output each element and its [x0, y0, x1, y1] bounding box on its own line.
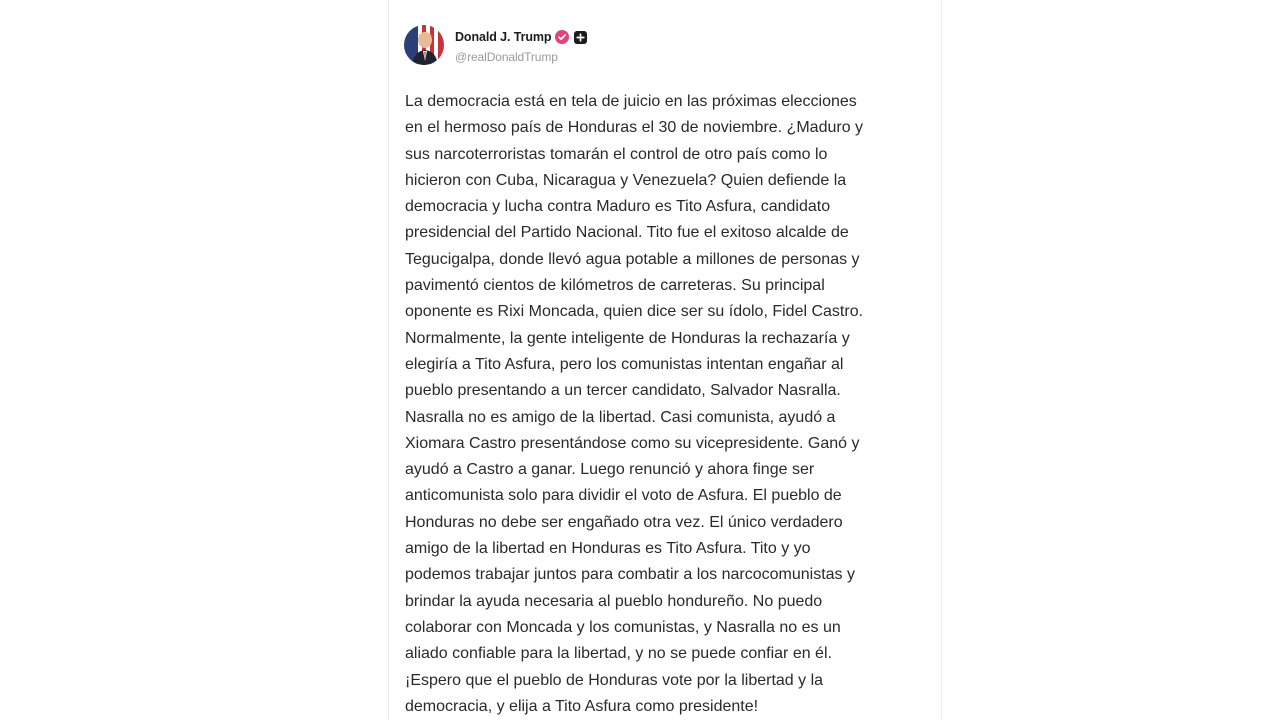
post-text-line: pavimentó cientos de kilómetros de carreteras. Su principal	[405, 277, 825, 295]
post-text-line: ¡Espero que el pueblo de Honduras vote por la libertad y la	[405, 671, 824, 689]
avatar[interactable]	[404, 25, 444, 65]
post-text-line: presidencial del Partido Nacional. Tito fue el exitoso alcalde de	[405, 224, 849, 242]
post-text-line: elegiría a Tito Asfura, pero los comunistas intentan engañar al	[405, 355, 844, 373]
post-text-line: hicieron con Cuba, Nicaragua y Venezuela? Quien defiende la	[405, 171, 847, 189]
post-text-line: Honduras no debe ser engañado otra vez. El único verdadero	[405, 513, 843, 531]
post-text-line: democracia y lucha contra Maduro es Tito Asfura, candidato	[405, 198, 831, 216]
author-info	[455, 25, 587, 64]
post-text-line: pueblo presentando a un tercer candidato, Salvador Nasralla.	[405, 382, 841, 400]
name-row	[455, 29, 587, 45]
display-name[interactable]: Donald J. Trump	[455, 30, 552, 44]
post-header	[404, 25, 587, 67]
post-text-line: brindar la ayuda necesaria al pueblo hondureño. No puedo	[405, 592, 823, 610]
post-text-line: anticomunista solo para dividir el voto de Asfura. El pueblo de	[405, 487, 842, 505]
post-text-line: Tegucigalpa, donde llevó agua potable a millones de personas y	[405, 250, 860, 268]
post-text-line: podemos trabajar juntos para combatir a los narcocomunistas y	[405, 566, 855, 584]
post-text-line: Xiomara Castro presentándose como su vicepresidente. Ganó y	[405, 434, 860, 452]
post-text-line: Normalmente, la gente inteligente de Honduras la rechazaría y	[405, 329, 850, 347]
post-text-line: oponente es Rixi Moncada, quien dice ser su ídolo, Fidel Castro.	[405, 303, 864, 321]
post-text-line: ayudó a Castro a ganar. Luego renunció y ahora finge ser	[405, 461, 815, 479]
post-body	[405, 89, 927, 720]
post-text-line: colaborar con Moncada y los comunistas, y Nasralla no es un	[405, 618, 841, 636]
post-text-line: Nasralla no es amigo de la libertad. Casi comunista, ayudó a	[405, 408, 836, 426]
post-text-line: aliado confiable para la libertad, y no se puede confiar en él.	[405, 645, 832, 663]
post-text-line: democracia, y elija a Tito Asfura como presidente!	[405, 697, 759, 715]
post-text-line: en el hermoso país de Honduras el 30 de noviembre. ¿Maduro y	[405, 119, 864, 137]
post-text-line: sus narcoterroristas tomarán el control de otro país como lo	[405, 145, 828, 163]
post-text-line: La democracia está en tela de juicio en las próximas elecciones	[405, 93, 857, 110]
post-card	[388, 0, 942, 720]
plus-badge-icon	[574, 31, 587, 44]
verified-badge-icon	[555, 30, 569, 44]
post-text-line: amigo de la libertad en Honduras es Tito Asfura. Tito y yo	[405, 540, 811, 558]
user-handle[interactable]: @realDonaldTrump	[455, 50, 558, 64]
